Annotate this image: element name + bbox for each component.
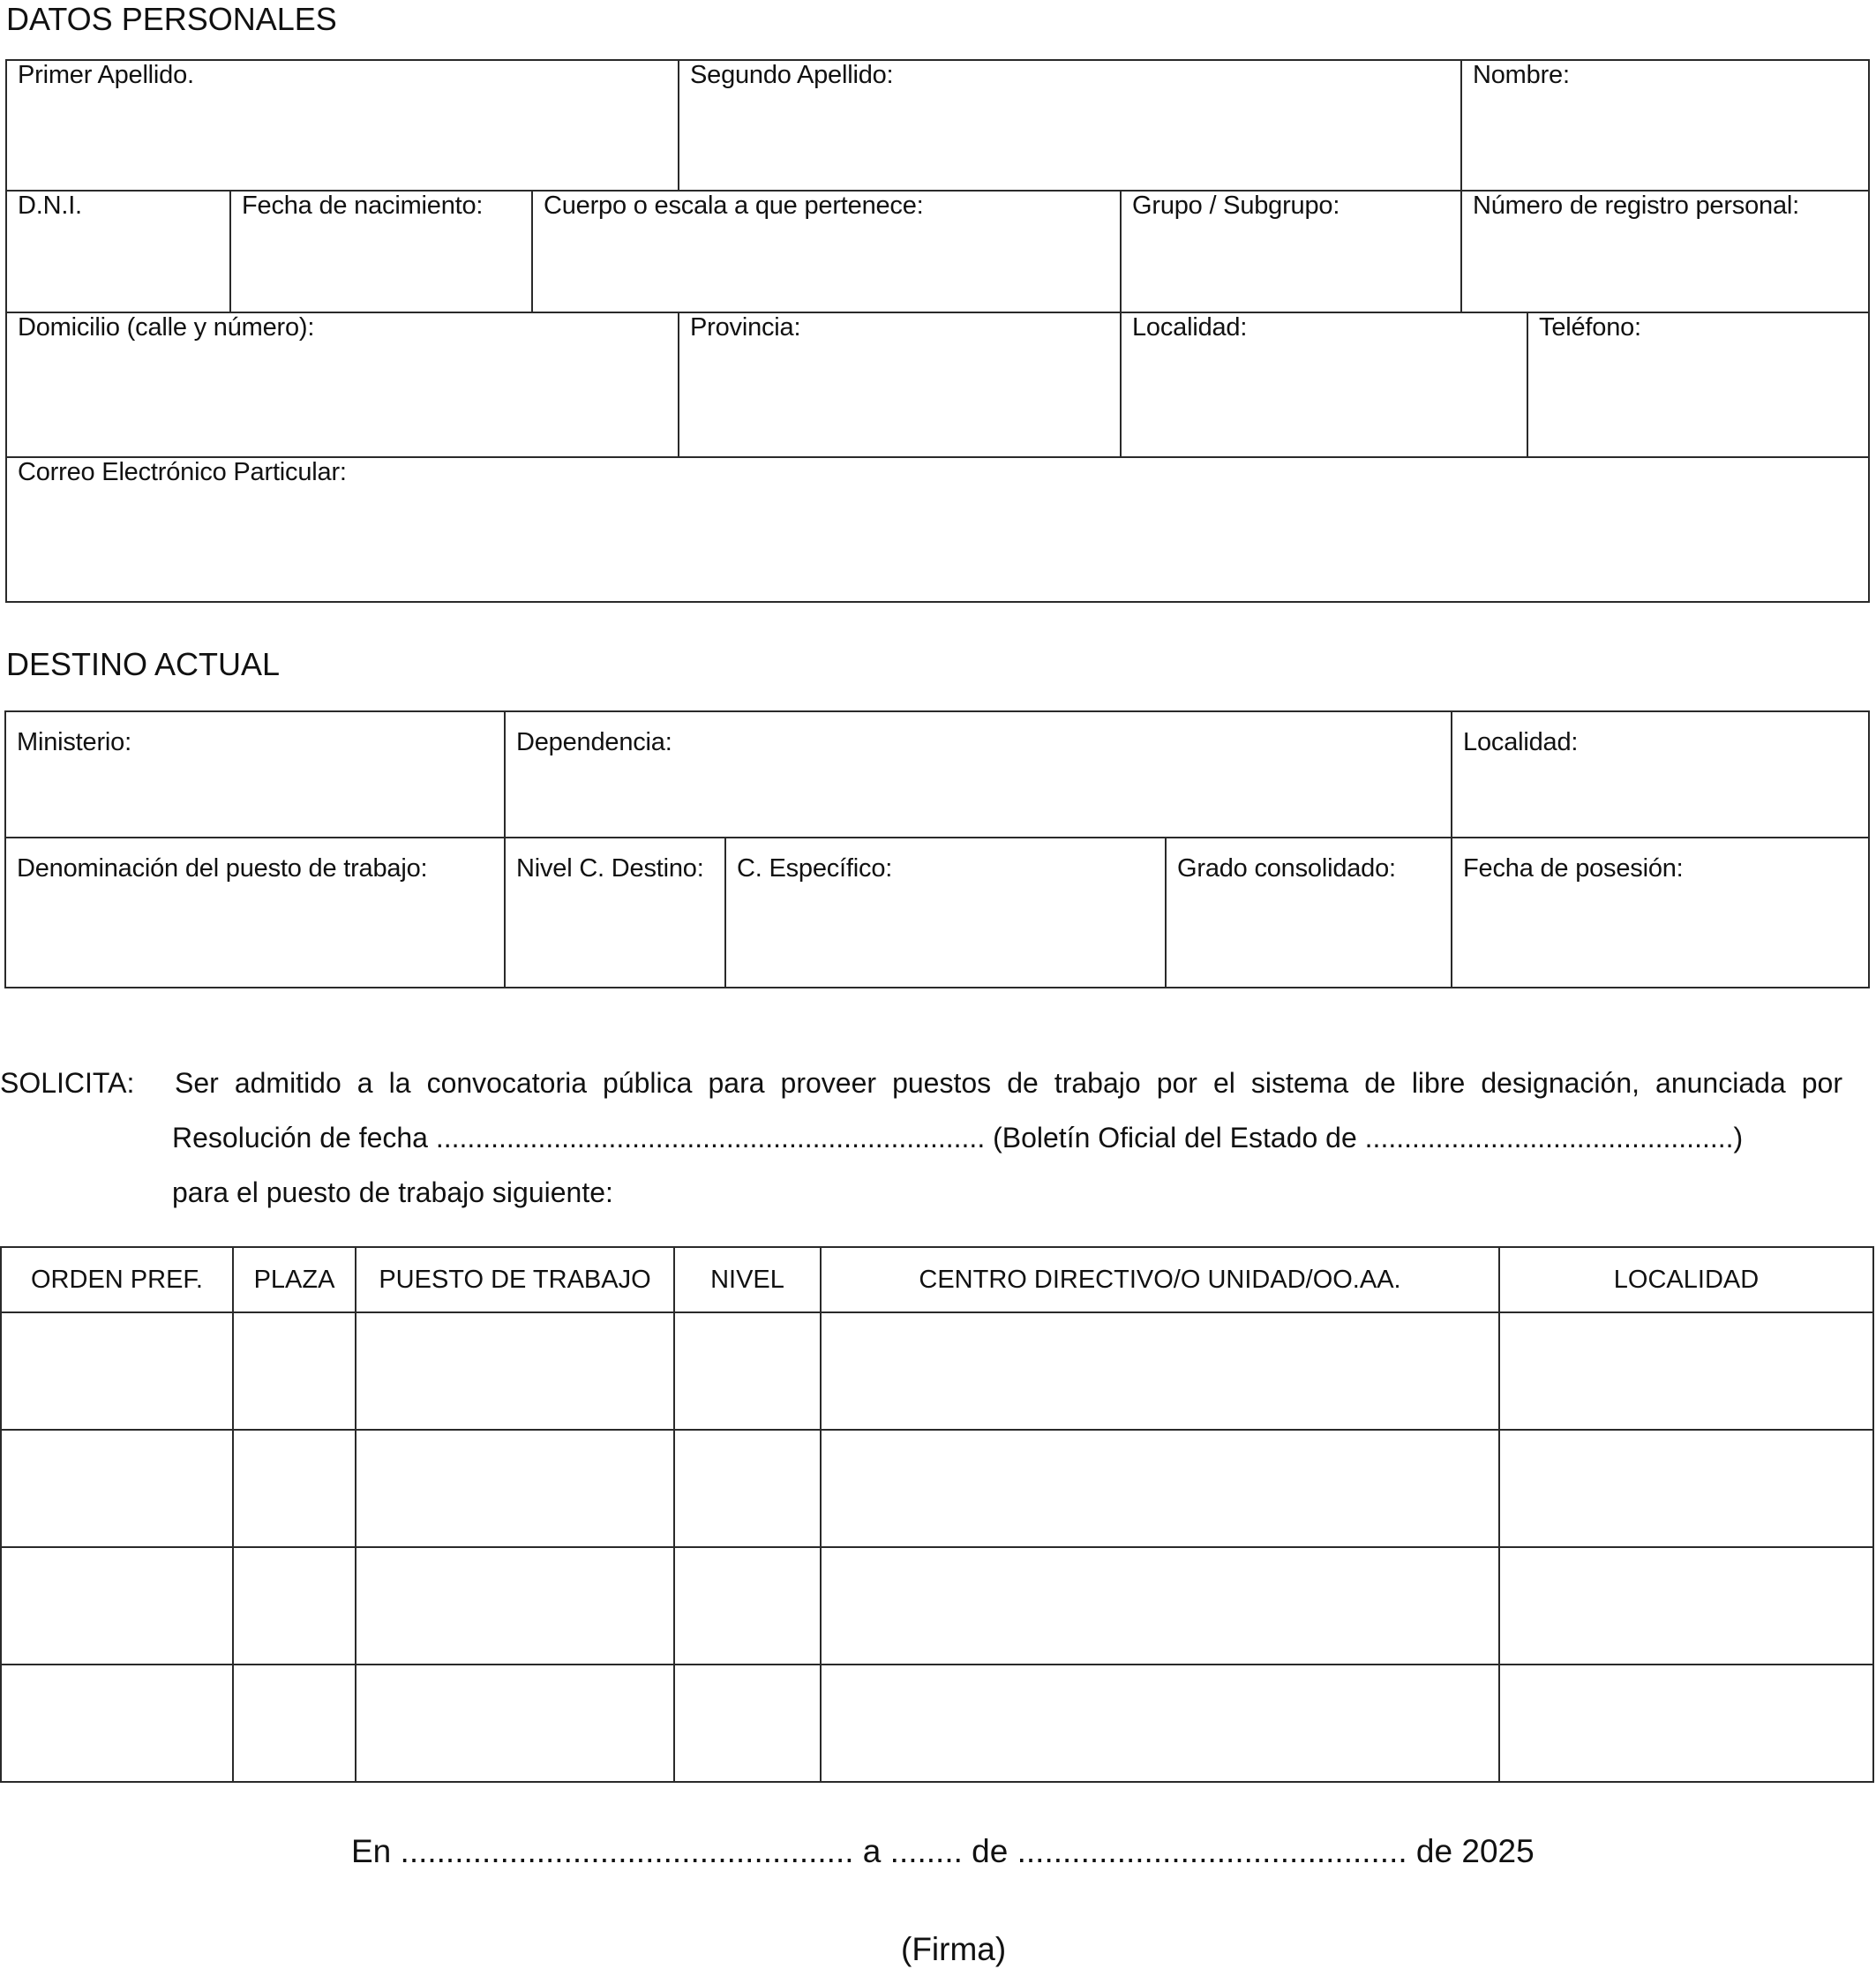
table-cell[interactable] — [674, 1547, 821, 1665]
fecha-posesion-field[interactable] — [1452, 838, 1869, 988]
fecha-nacimiento-field[interactable] — [230, 191, 532, 312]
solicita-label: SOLICITA: — [0, 1067, 135, 1099]
segundo-apellido-label: Segundo Apellido: — [690, 61, 894, 89]
telefono-label: Teléfono: — [1539, 313, 1641, 342]
numero-registro-label: Número de registro personal: — [1473, 192, 1799, 220]
col-header-centro-directivo: CENTRO DIRECTIVO/O UNIDAD/OO.AA. — [821, 1247, 1499, 1312]
table-cell[interactable] — [356, 1312, 674, 1430]
table-cell[interactable] — [233, 1430, 356, 1547]
table-cell[interactable] — [356, 1430, 674, 1547]
grupo-subgrupo-field[interactable] — [1121, 191, 1461, 312]
provincia-field[interactable] — [679, 312, 1121, 457]
table-cell[interactable] — [821, 1312, 1499, 1430]
nivel-destino-field[interactable] — [505, 838, 725, 988]
fecha-posesion-label: Fecha de posesión: — [1463, 854, 1684, 883]
nombre-label: Nombre: — [1473, 61, 1570, 89]
numero-registro-field[interactable] — [1461, 191, 1869, 312]
table-cell[interactable] — [1499, 1547, 1873, 1665]
dni-label: D.N.I. — [18, 192, 82, 220]
grado-consolidado-label: Grado consolidado: — [1177, 854, 1396, 883]
complemento-especifico-label: C. Específico: — [737, 854, 893, 883]
localidad-personal-label: Localidad: — [1132, 313, 1248, 342]
table-cell[interactable] — [1, 1547, 233, 1665]
cuerpo-escala-label: Cuerpo o escala a que pertenece: — [544, 192, 924, 220]
table-cell[interactable] — [356, 1665, 674, 1782]
table-cell[interactable] — [1499, 1312, 1873, 1430]
table-cell[interactable] — [821, 1547, 1499, 1665]
dependencia-label: Dependencia: — [516, 728, 672, 756]
primer-apellido-label: Primer Apellido. — [18, 61, 194, 89]
destino-actual-title: DESTINO ACTUAL — [6, 646, 281, 682]
solicita-line-1: Ser admitido a la convocatoria pública para proveer puestos de trabajo por el sistema de libre designación, anunciada por — [175, 1067, 1842, 1099]
col-header-localidad: LOCALIDAD — [1499, 1247, 1873, 1312]
table-cell[interactable] — [233, 1547, 356, 1665]
table-cell[interactable] — [1499, 1430, 1873, 1547]
dni-field[interactable] — [6, 191, 230, 312]
localidad-destino-field[interactable] — [1452, 711, 1869, 838]
table-cell[interactable] — [821, 1665, 1499, 1782]
telefono-field[interactable] — [1527, 312, 1869, 457]
primer-apellido-field[interactable] — [6, 60, 679, 191]
denominacion-puesto-field[interactable] — [5, 838, 505, 988]
col-header-nivel: NIVEL — [674, 1247, 821, 1312]
nombre-field[interactable] — [1461, 60, 1869, 191]
segundo-apellido-field[interactable] — [679, 60, 1461, 191]
datos-personales-title: DATOS PERSONALES — [6, 1, 337, 37]
grupo-subgrupo-label: Grupo / Subgrupo: — [1132, 192, 1340, 220]
grado-consolidado-field[interactable] — [1166, 838, 1452, 988]
table-cell[interactable] — [821, 1430, 1499, 1547]
col-header-puesto-trabajo: PUESTO DE TRABAJO — [356, 1247, 674, 1312]
provincia-label: Provincia: — [690, 313, 801, 342]
domicilio-label: Domicilio (calle y número): — [18, 313, 315, 342]
lugar-fecha-line: En .................................................. a ........ de ........................................... de 2025 — [351, 1833, 1535, 1869]
dependencia-field[interactable] — [505, 711, 1452, 838]
solicita-line-2: Resolución de fecha ...................................................................... (Boletín Oficial del Estado de ...............................................) — [172, 1122, 1744, 1154]
table-row — [1, 1312, 1873, 1430]
table-cell[interactable] — [1, 1430, 233, 1547]
table-cell[interactable] — [356, 1547, 674, 1665]
localidad-personal-field[interactable] — [1121, 312, 1527, 457]
table-cell[interactable] — [674, 1430, 821, 1547]
solicita-line-3: para el puesto de trabajo siguiente: — [172, 1176, 613, 1208]
table-cell[interactable] — [674, 1312, 821, 1430]
destino-actual-table — [4, 710, 1870, 988]
correo-electronico-field[interactable] — [6, 457, 1869, 602]
ministerio-label: Ministerio: — [17, 728, 131, 756]
table-row — [1, 1665, 1873, 1782]
domicilio-field[interactable] — [6, 312, 679, 457]
denominacion-puesto-label: Denominación del puesto de trabajo: — [17, 854, 428, 883]
puestos-solicitados-table — [0, 1246, 1874, 1783]
fecha-nacimiento-label: Fecha de nacimiento: — [242, 192, 484, 220]
table-cell[interactable] — [233, 1665, 356, 1782]
ministerio-field[interactable] — [5, 711, 505, 838]
correo-electronico-label: Correo Electrónico Particular: — [18, 458, 347, 486]
firma-label: (Firma) — [901, 1931, 1007, 1967]
table-row — [1, 1547, 1873, 1665]
localidad-destino-label: Localidad: — [1463, 728, 1579, 756]
col-header-plaza: PLAZA — [233, 1247, 356, 1312]
table-cell[interactable] — [1, 1665, 233, 1782]
col-header-orden-pref: ORDEN PREF. — [1, 1247, 233, 1312]
nivel-destino-label: Nivel C. Destino: — [516, 854, 704, 883]
table-row — [1, 1430, 1873, 1547]
complemento-especifico-field[interactable] — [725, 838, 1166, 988]
cuerpo-escala-field[interactable] — [532, 191, 1121, 312]
datos-personales-table — [5, 59, 1870, 603]
table-cell[interactable] — [674, 1665, 821, 1782]
table-cell[interactable] — [1499, 1665, 1873, 1782]
table-cell[interactable] — [1, 1312, 233, 1430]
table-cell[interactable] — [233, 1312, 356, 1430]
